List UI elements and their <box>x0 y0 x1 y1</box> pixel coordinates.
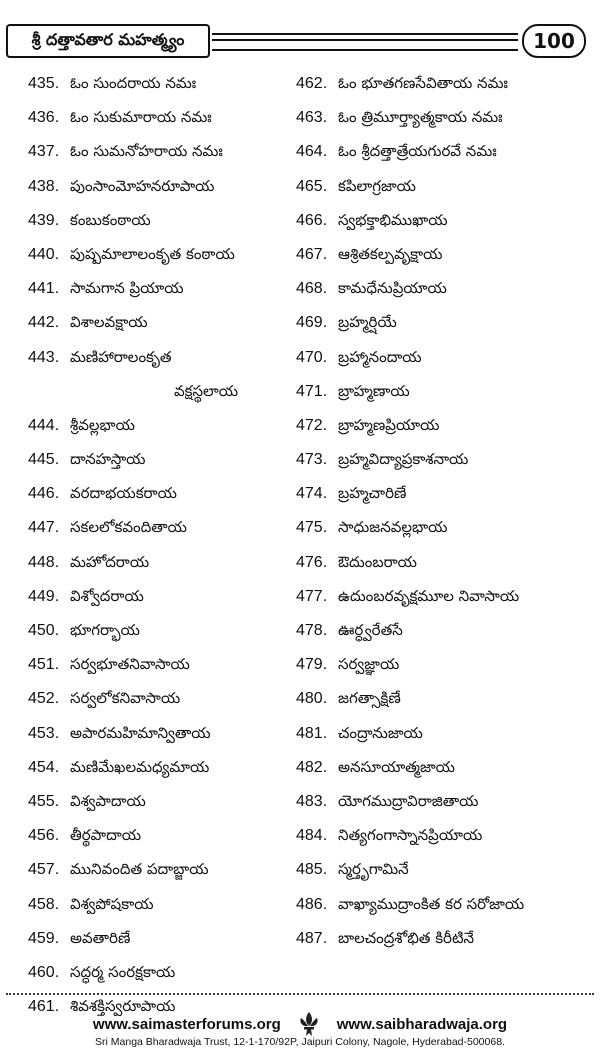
page-number: 100 <box>522 24 586 58</box>
entry-name: బ్రహ్మర్షియే <box>338 313 397 332</box>
entry-number: 447. <box>28 519 60 537</box>
entry-name: సాధుజనవల్లభాయ <box>338 518 448 537</box>
footer-site-link-1[interactable]: www.saimasterforums.org <box>92 1015 281 1033</box>
name-entry <box>28 313 300 347</box>
entry-number: 483. <box>296 792 328 810</box>
entry-name: బ్రహ్మానందాయ <box>338 347 422 366</box>
entry-name: ఓం త్రిమూర్త్యాత్మకాయ నమః <box>338 108 503 127</box>
entry-number: 437. <box>28 143 60 161</box>
name-entry <box>28 518 300 552</box>
entry-name: దానహస్తాయ <box>70 450 146 469</box>
name-entry <box>296 348 596 382</box>
entry-number: 444. <box>28 416 60 434</box>
name-entry <box>296 382 596 416</box>
entry-name: వక్షస్థలాయ <box>174 381 239 400</box>
entry-name: కామధేనుప్రియాయ <box>338 279 447 298</box>
name-entry <box>28 963 300 997</box>
entry-name: నిత్యగంగాస్నానప్రియాయ <box>338 826 483 845</box>
entry-name: సర్వభూతనివాసాయ <box>70 655 190 674</box>
name-entry <box>28 621 300 655</box>
name-entry <box>296 792 596 826</box>
footer-site-link-2[interactable]: www.saibharadwaja.org <box>336 1015 508 1033</box>
entry-name: సామగాన ప్రియాయ <box>70 279 184 298</box>
name-entry <box>28 382 300 416</box>
name-entry <box>296 313 596 347</box>
entry-name: యోగముద్రావిరాజితాయ <box>338 791 479 810</box>
entry-name: అపారమహిమాన్వితాయ <box>70 723 211 742</box>
entry-number: 451. <box>28 656 60 674</box>
entry-number: 486. <box>296 895 328 913</box>
name-entry <box>28 587 300 621</box>
entry-number: 464. <box>296 143 328 161</box>
entry-number: 468. <box>296 280 328 298</box>
entry-number: 474. <box>296 485 328 503</box>
name-entry <box>296 655 596 689</box>
entry-name: శివశక్తిస్వరూపాయ <box>70 997 176 1016</box>
entry-name: సద్ధర్మ సంరక్షకాయ <box>70 962 176 981</box>
entry-number: 445. <box>28 451 60 469</box>
entry-number: 469. <box>296 314 328 332</box>
entry-name: సర్వలోకనివాసాయ <box>70 689 181 708</box>
name-entry <box>296 108 596 142</box>
entry-number: 459. <box>28 929 60 947</box>
left-name-list <box>28 74 300 1031</box>
entry-name: విశ్వోదరాయ <box>70 586 144 605</box>
name-entry <box>296 758 596 792</box>
entry-number: 448. <box>28 553 60 571</box>
name-entry <box>296 245 596 279</box>
entry-number: 450. <box>28 622 60 639</box>
name-entry <box>296 724 596 758</box>
entry-number: 443. <box>28 348 60 366</box>
entry-number: 487. <box>296 929 328 947</box>
name-entry <box>28 655 300 689</box>
name-entry <box>28 689 300 723</box>
entry-name: కంబుకంఠాయ <box>70 210 151 229</box>
entry-number: 481. <box>296 724 328 742</box>
entry-number: 452. <box>28 690 60 708</box>
entry-number: 446. <box>28 485 60 503</box>
entry-number: 442. <box>28 314 60 332</box>
entry-name: విశ్వపోషకాయ <box>70 894 154 913</box>
entry-name: భూగర్భాయ <box>70 621 140 639</box>
entry-name: ఓం శ్రీదత్తాత్రేయగురవే నమః <box>338 142 497 161</box>
entry-number: 460. <box>28 963 60 981</box>
name-entry <box>28 245 300 279</box>
entry-name: పుంసాంమోహనరూపాయ <box>70 176 215 195</box>
name-entry <box>28 484 300 518</box>
name-entry <box>296 142 596 176</box>
entry-name: ఊర్ధ్వరేతసే <box>338 621 403 639</box>
name-entry <box>296 689 596 723</box>
name-entry <box>28 74 300 108</box>
entry-name: మునివందిత పదాబ్జాయ <box>70 860 209 879</box>
entry-name: అనసూయాత్మజాయ <box>338 757 455 776</box>
entry-number: 482. <box>296 758 328 776</box>
entry-number: 471. <box>296 382 328 400</box>
entry-number: 475. <box>296 519 328 537</box>
entry-name: ఓం సుందరాయ నమః <box>70 74 197 92</box>
name-entry <box>28 416 300 450</box>
entry-number: 472. <box>296 416 328 434</box>
book-title: శ్రీ దత్తావతార మహత్మ్యం <box>6 24 210 58</box>
footer-divider <box>6 993 594 995</box>
entry-name: ఆశ్రితకల్పవృక్షాయ <box>338 244 443 263</box>
entry-number: 473. <box>296 451 328 469</box>
entry-name: మణిహారాలంకృత <box>70 347 172 366</box>
name-entry <box>28 724 300 758</box>
header-rules <box>212 33 518 51</box>
right-name-list <box>296 74 596 963</box>
entry-name: ఔదుంబరాయ <box>338 552 417 571</box>
name-entry <box>296 74 596 108</box>
entry-name: చంద్రానుజాయ <box>338 723 423 742</box>
entry-number: 455. <box>28 792 60 810</box>
entry-number: 449. <box>28 587 60 605</box>
entry-name: మణిమేఖలమధ్యమాయ <box>70 757 210 776</box>
name-entry <box>28 348 300 382</box>
entry-number: 461. <box>28 998 60 1016</box>
entry-name: బ్రాహ్మణప్రియాయ <box>338 415 440 434</box>
name-entry <box>28 895 300 929</box>
entry-number: 485. <box>296 861 328 879</box>
name-entry <box>296 895 596 929</box>
page-footer <box>0 1010 600 1048</box>
entry-number: 479. <box>296 656 328 674</box>
name-entry <box>28 860 300 894</box>
name-entry <box>28 177 300 211</box>
entry-name: సకలలోకవందితాయ <box>70 518 187 537</box>
entry-name: ఓం సుమనోహరాయ నమః <box>70 142 223 161</box>
entry-name: మహోదరాయ <box>70 552 150 571</box>
entry-name: పుష్పమాలాలంకృత కంఠాయ <box>70 244 235 263</box>
entry-name: తీర్థపాదాయ <box>70 826 141 845</box>
entry-name: విశాలవక్షాయ <box>70 313 148 332</box>
name-entry <box>28 142 300 176</box>
entry-name: సర్వజ్ఞాయ <box>338 655 400 674</box>
entry-number: 484. <box>296 827 328 845</box>
entry-name: కపిలాగ్రజాయ <box>338 176 416 195</box>
entry-name: వరదాభయకరాయ <box>70 484 177 503</box>
name-entry <box>28 553 300 587</box>
entry-name: వాఖ్యాముద్రాంకిత కర సరోజాయ <box>338 894 525 913</box>
entry-number: 467. <box>296 245 328 263</box>
entry-number: 436. <box>28 109 60 127</box>
entry-number: 476. <box>296 553 328 571</box>
entry-number: 466. <box>296 211 328 229</box>
entry-number: 440. <box>28 245 60 263</box>
page-header <box>6 24 594 58</box>
name-entry <box>296 518 596 552</box>
entry-number: 480. <box>296 690 328 708</box>
entry-name: ఉదుంబరవృక్షమూల నివాసాయ <box>338 586 520 605</box>
name-entry <box>296 177 596 211</box>
name-entry <box>296 621 596 655</box>
footer-address: Sri Manga Bharadwaja Trust, 12-1-170/92P, Jaipuri Colony, Nagole, Hyderabad-500068. <box>95 1036 505 1048</box>
name-entry <box>296 211 596 245</box>
entry-name: స్మర్తృగామినే <box>338 860 409 879</box>
entry-number: 435. <box>28 75 60 92</box>
fleur-emblem-icon <box>295 1010 323 1038</box>
name-entry <box>296 929 596 963</box>
entry-number: 470. <box>296 348 328 366</box>
entry-number: 456. <box>28 827 60 845</box>
entry-name: ఓం సుకుమారాయ నమః <box>70 108 212 127</box>
entry-number: 458. <box>28 895 60 913</box>
entry-number: 478. <box>296 622 328 639</box>
name-entry <box>296 587 596 621</box>
name-entry <box>28 826 300 860</box>
entry-name: స్వభక్తాభిముఖాయ <box>338 210 448 229</box>
entry-name: బ్రాహ్మణాయ <box>338 381 410 400</box>
name-entry <box>296 279 596 313</box>
name-entry <box>296 416 596 450</box>
entry-number: 454. <box>28 758 60 776</box>
entry-number: 438. <box>28 177 60 195</box>
entry-name: శ్రీవల్లభాయ <box>70 415 135 434</box>
name-entry <box>28 450 300 484</box>
entry-number: 457. <box>28 861 60 879</box>
entry-number: 441. <box>28 280 60 298</box>
entry-name: ఓం భూతగణసేవితాయ నమః <box>338 74 508 92</box>
entry-name: బాలచంద్రశోభిత కిరీటినే <box>338 928 475 947</box>
entry-number: 463. <box>296 109 328 127</box>
entry-number: 477. <box>296 587 328 605</box>
name-entry <box>296 826 596 860</box>
entry-number: 465. <box>296 177 328 195</box>
entry-number: 439. <box>28 211 60 229</box>
name-entry <box>296 553 596 587</box>
name-entry <box>28 108 300 142</box>
name-entry <box>28 792 300 826</box>
entry-name: అవతారిణే <box>70 928 131 947</box>
name-entry <box>296 450 596 484</box>
name-entry <box>296 484 596 518</box>
name-entry <box>28 758 300 792</box>
entry-number: 453. <box>28 724 60 742</box>
entry-name: బ్రహ్మచారిణే <box>338 484 407 503</box>
name-entry <box>28 211 300 245</box>
entry-name: విశ్వపాదాయ <box>70 791 146 810</box>
entry-number: 462. <box>296 75 328 92</box>
name-entry <box>296 860 596 894</box>
entry-name: బ్రహ్మవిద్యాప్రకాశనాయ <box>338 450 469 469</box>
name-entry <box>28 929 300 963</box>
name-entry <box>28 279 300 313</box>
entry-name: జగత్సాక్షిణే <box>338 689 401 708</box>
